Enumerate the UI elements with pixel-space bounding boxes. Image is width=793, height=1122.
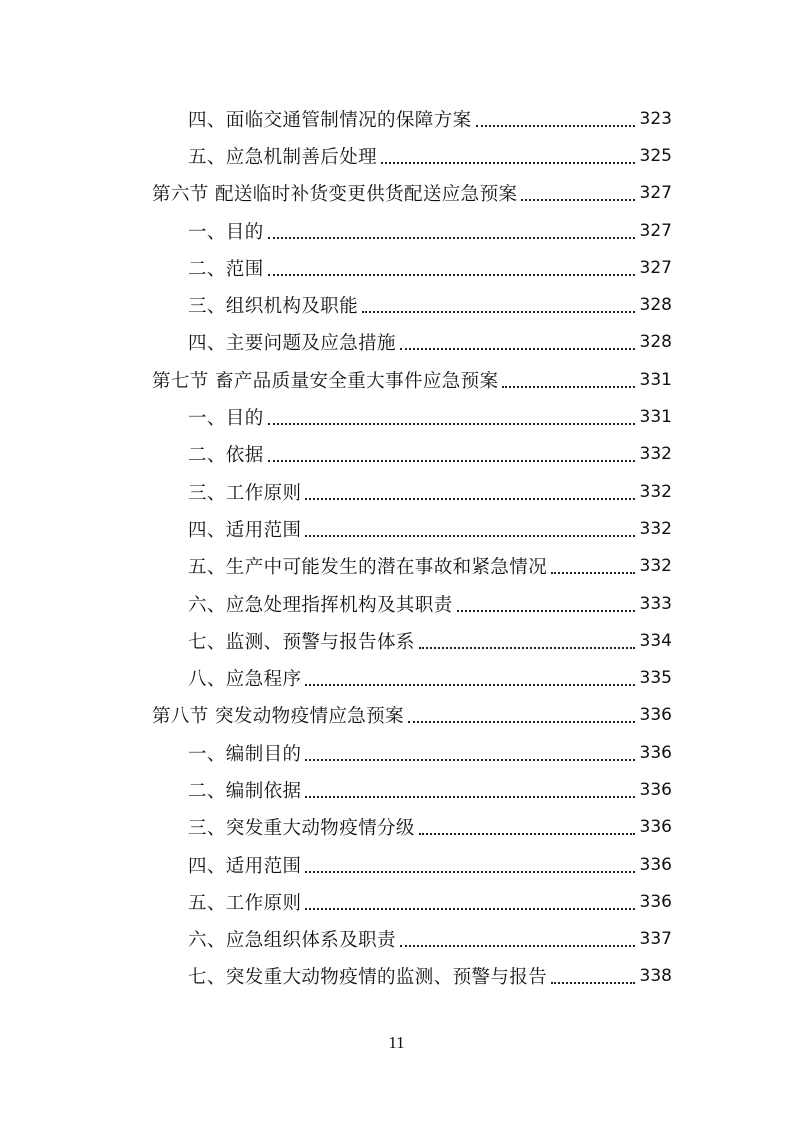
toc-leader-dots [502,386,635,388]
toc-entry[interactable] [0,659,672,696]
toc-entry-page: 336 [639,854,672,875]
toc-entry-title: 二、范围 [188,258,264,280]
table-of-contents [0,100,793,995]
toc-leader-dots [268,274,635,276]
toc-entry-page: 325 [639,145,672,166]
toc-leader-dots [408,721,635,723]
toc-entry[interactable] [0,958,672,995]
toc-entry[interactable] [0,771,672,808]
toc-entry[interactable] [0,921,672,958]
toc-entry-title: 四、适用范围 [188,519,302,541]
toc-entry-title: 五、生产中可能发生的潜在事故和紧急情况 [188,557,548,579]
toc-leader-dots [551,982,635,984]
toc-entry-title: 第八节 突发动物疫情应急预案 [152,706,404,728]
toc-leader-dots [305,498,635,500]
toc-entry-title: 五、工作原则 [188,892,302,914]
toc-entry-title: 一、目的 [188,408,264,430]
toc-entry-title: 六、应急处理指挥机构及其职责 [188,594,453,616]
toc-entry-page: 336 [639,742,672,763]
toc-entry-page: 328 [639,295,672,316]
toc-entry-page: 327 [639,220,672,241]
toc-entry-page: 333 [639,593,672,614]
toc-entry-title: 七、监测、预警与报告体系 [188,631,415,653]
toc-entry-title: 三、突发重大动物疫情分级 [188,818,415,840]
toc-entry-title: 一、目的 [188,221,264,243]
toc-entry-page: 336 [639,779,672,800]
toc-entry[interactable] [0,846,672,883]
toc-entry-page: 336 [639,891,672,912]
toc-leader-dots [551,572,635,574]
toc-entry-title: 八、应急程序 [188,669,302,691]
toc-entry[interactable] [0,212,672,249]
toc-section-entry[interactable] [0,175,672,212]
toc-entry[interactable] [0,398,672,435]
toc-leader-dots [400,348,635,350]
toc-entry[interactable] [0,883,672,920]
toc-entry-title: 第七节 畜产品质量安全重大事件应急预案 [152,370,499,392]
toc-leader-dots [362,311,635,313]
footer-page-number: 11 [388,1033,405,1052]
toc-entry-page: 332 [639,481,672,502]
toc-entry-page: 323 [639,108,672,129]
toc-leader-dots [268,423,635,425]
toc-section-entry[interactable] [0,697,672,734]
toc-entry-title: 七、突发重大动物疫情的监测、预警与报告 [188,967,548,989]
toc-leader-dots [419,647,635,649]
toc-entry[interactable] [0,809,672,846]
toc-entry-page: 338 [639,966,672,987]
toc-entry[interactable] [0,473,672,510]
toc-leader-dots [268,460,635,462]
toc-entry[interactable] [0,137,672,174]
toc-entry[interactable] [0,286,672,323]
toc-entry-title: 三、工作原则 [188,482,302,504]
toc-leader-dots [419,833,635,835]
toc-leader-dots [305,535,635,537]
toc-entry[interactable] [0,510,672,547]
toc-entry-page: 332 [639,444,672,465]
toc-entry-title: 六、应急组织体系及职责 [188,930,396,952]
toc-entry[interactable] [0,734,672,771]
toc-entry[interactable] [0,436,672,473]
toc-entry-page: 332 [639,518,672,539]
toc-entry-title: 四、适用范围 [188,855,302,877]
toc-entry-title: 五、应急机制善后处理 [188,146,378,168]
toc-entry-title: 二、编制依据 [188,780,302,802]
toc-leader-dots [305,684,635,686]
toc-leader-dots [521,199,635,201]
toc-leader-dots [305,759,635,761]
toc-section-entry[interactable] [0,361,672,398]
toc-entry-page: 334 [639,630,672,651]
toc-entry-title: 三、组织机构及职能 [188,296,359,318]
toc-entry[interactable] [0,548,672,585]
toc-leader-dots [476,125,635,127]
toc-entry-title: 一、编制目的 [188,743,302,765]
toc-entry-page: 331 [639,407,672,428]
toc-entry-title: 四、主要问题及应急措施 [188,333,396,355]
toc-entry-page: 337 [639,929,672,950]
toc-entry-title: 第六节 配送临时补货变更供货配送应急预案 [152,184,518,206]
toc-leader-dots [305,871,635,873]
toc-entry-page: 327 [639,183,672,204]
toc-entry-title: 四、面临交通管制情况的保障方案 [188,109,472,131]
toc-entry-page: 335 [639,668,672,689]
toc-leader-dots [305,796,635,798]
toc-entry[interactable] [0,622,672,659]
toc-entry[interactable] [0,100,672,137]
toc-entry[interactable] [0,324,672,361]
toc-entry-title: 二、依据 [188,445,264,467]
toc-leader-dots [305,908,635,910]
toc-leader-dots [400,945,635,947]
toc-entry[interactable] [0,585,672,622]
toc-entry-page: 336 [639,817,672,838]
toc-leader-dots [457,610,635,612]
toc-entry-page: 328 [639,332,672,353]
toc-leader-dots [268,237,635,239]
toc-entry-page: 331 [639,369,672,390]
toc-entry-page: 327 [639,257,672,278]
toc-leader-dots [381,162,635,164]
toc-entry[interactable] [0,249,672,286]
toc-entry-page: 336 [639,705,672,726]
toc-entry-page: 332 [639,556,672,577]
